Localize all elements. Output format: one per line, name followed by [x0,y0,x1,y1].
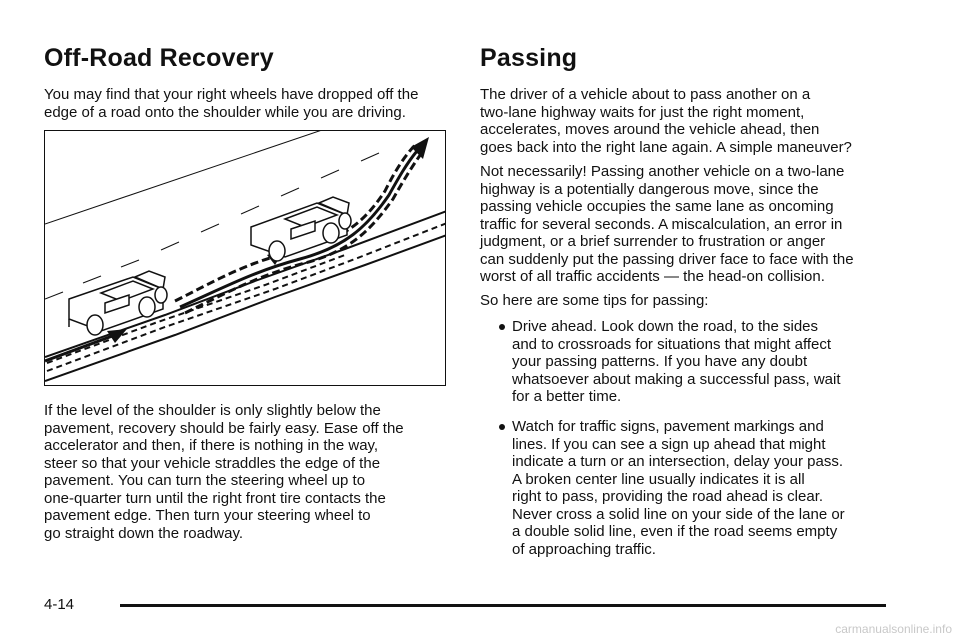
text-line: accelerates, moves around the vehicle ahead, then [480,121,820,138]
text-line: Drive ahead. Look down the road, to the sides [512,318,819,335]
off-road-recovery-illustration [44,130,446,386]
center-line-dash [361,153,379,161]
passing-paragraph-1 [480,86,852,156]
text-line: If the level of the shoulder is only slightly below the [44,402,381,419]
center-line-dash [241,206,259,214]
text-line: passing vehicle occupies the same lane as oncoming [480,198,834,215]
text-line: You may find that your right wheels have dropped off the [44,86,419,103]
page-number: 4-14 [44,596,75,613]
center-line-dash [161,242,179,250]
center-line-dash [201,224,219,232]
text-line: whatsoever about making a successful pass, wait [512,370,841,388]
text-line: goes back into the right lane again. A simple maneuver? [480,138,852,156]
pickup-truck [69,271,167,335]
bullet-icon [499,424,505,430]
passing-paragraph-2 [480,163,854,286]
text-line: judgment, or a brief surrender to frustration or anger [480,233,826,250]
text-line: indicate a turn or an intersection, delay your pass. [512,453,844,470]
text-line: lines. If you can see a sign up ahead that might [512,435,826,453]
center-line-dash [121,260,139,267]
center-line-dash [45,292,63,299]
bullet-item-watch-signs [512,418,845,558]
footer-rule [120,604,886,607]
text-line: one-quarter turn until the right front tire contacts the [44,489,386,507]
center-line-dash [281,188,299,196]
text-line: for a better time. [512,388,622,405]
section-heading-off-road-recovery: Off-Road Recovery [44,44,274,72]
bullet-item-drive-ahead [512,318,841,406]
text-line: a double solid line, even if the road seems empty [512,523,838,540]
text-line: pavement edge. Then turn your steering wheel to [44,507,371,524]
text-line: go straight down the roadway. [44,524,244,542]
section-heading-passing: Passing [480,44,578,72]
bullet-icon [499,324,505,330]
text-line: traffic for several seconds. A miscalculation, an error in [480,215,843,233]
text-line: can suddenly put the passing driver face to face with the [480,250,854,268]
road-edge-top [45,131,325,224]
text-line: Watch for traffic signs, pavement markings and [512,418,824,435]
text-line: and to crossroads for situations that might affect [512,335,832,353]
text-line: steer so that your vehicle straddles the edge of the [44,454,381,472]
center-line-dash [83,276,101,283]
text-line: highway is a potentially dangerous move, since the [480,180,819,198]
text-line: Never cross a solid line on your side of the lane or [512,505,845,523]
text-line: pavement. You can turn the steering wheel up to [44,472,366,489]
text-line: right to pass, providing the road ahead is clear. [512,488,824,505]
text-line: accelerator and then, if there is nothing in the way, [44,437,379,454]
text-line: The driver of a vehicle about to pass another on a [480,86,811,103]
text-line: two-lane highway waits for just the right moment, [480,103,805,121]
text-line: edge of a road onto the shoulder while you are driving. [44,103,406,121]
text-line: pavement, recovery should be fairly easy. Ease off the [44,419,404,437]
text-line: your passing patterns. If you have any doubt [512,353,808,370]
intro-paragraph [44,86,418,121]
text-line: of approaching traffic. [512,540,656,558]
center-line-dash [321,170,339,178]
text-line: Not necessarily! Passing another vehicle on a two-lane [480,163,845,180]
text-line: A broken center line usually indicates it is all [512,470,805,488]
watermark: carmanualsonline.info [835,622,952,636]
road-diagram [45,131,446,386]
text-line: worst of all traffic accidents — the head-on collision. [480,268,825,285]
lower-arrow-body [45,335,115,361]
recovery-paragraph [44,402,404,542]
passing-tips-intro: So here are some tips for passing: [480,292,709,309]
